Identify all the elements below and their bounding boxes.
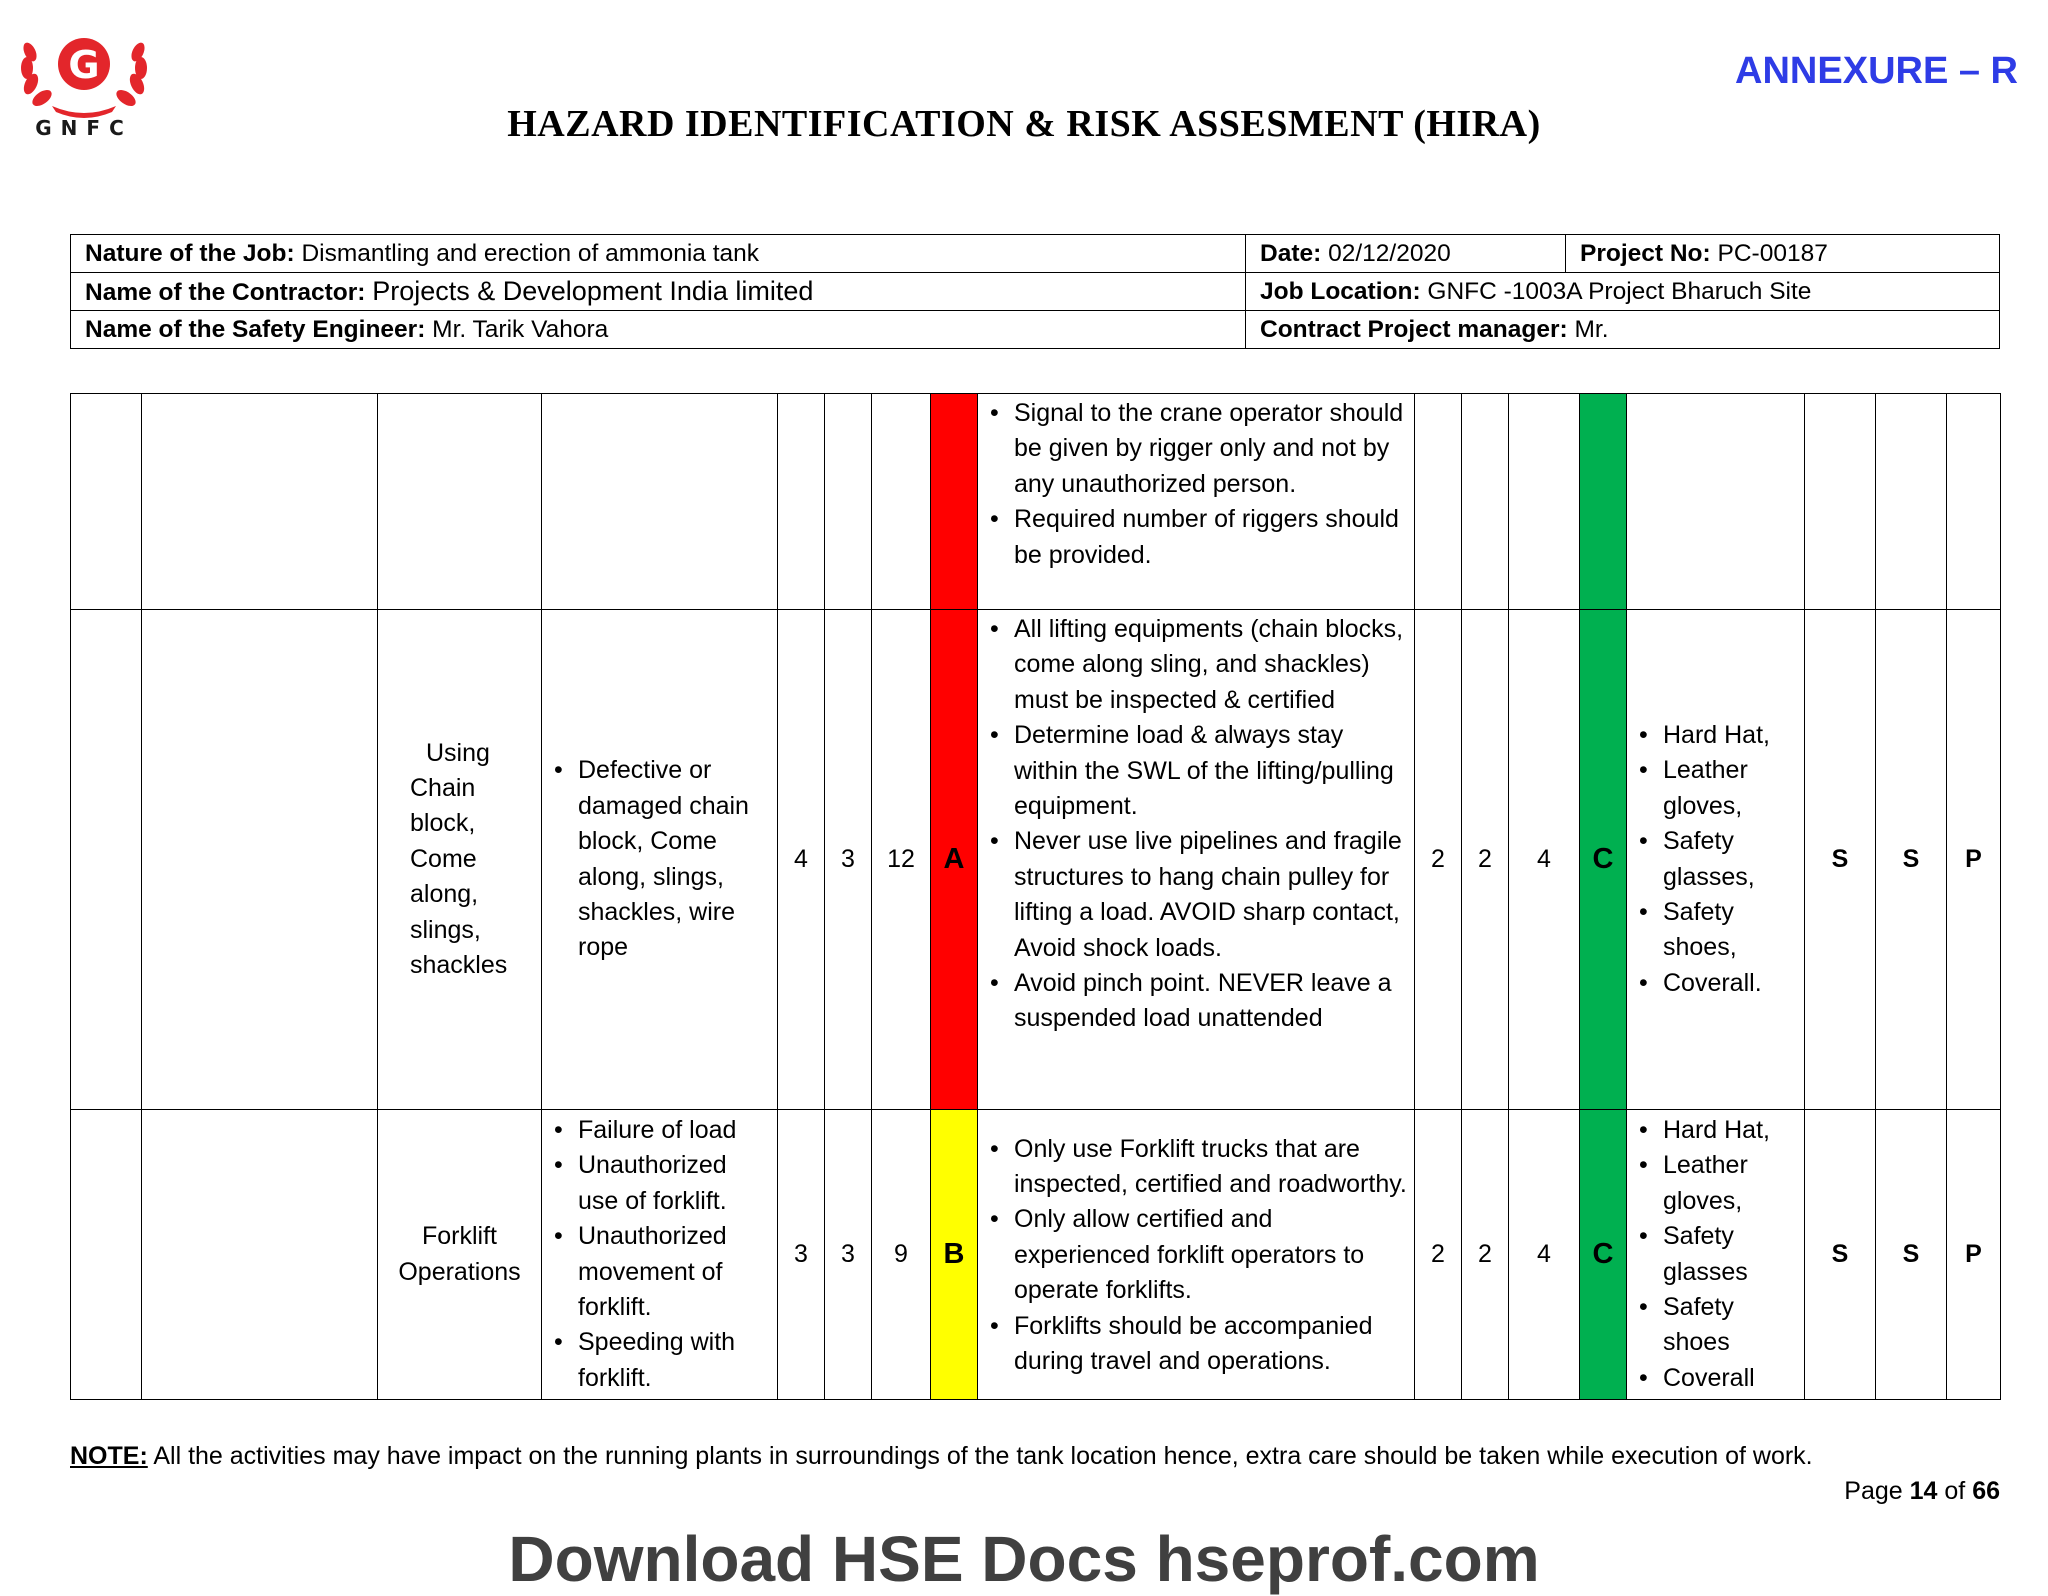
note-text: All the activities may have impact on the running plants in surroundings of the tank location hence, extra care should be taken while execution of work. [147,1442,1813,1470]
responsibility-cell: S [1876,1110,1947,1400]
table-row [71,610,2001,1110]
probability-cell: 4 [778,610,825,1110]
sr-no-cell [71,394,142,610]
risk-score-cell: 9 [872,1110,931,1400]
list-item: • Unauthorized movement of forklift. [544,1219,771,1325]
hazard-cell [542,610,778,1110]
risk-rating-cell: A [931,610,978,1110]
list-item: • Safety glasses [1629,1219,1798,1290]
list-item: • Avoid pinch point. NEVER leave a suspended load unattended [980,966,1408,1037]
responsibility-cell: P [1947,610,2001,1110]
residual-severity-cell [1462,394,1509,610]
responsibility-cell [1805,394,1876,610]
note-label: NOTE: [70,1442,148,1470]
nature-of-job-cell: Nature of the Job: Dismantling and erection of ammonia tank [71,235,1246,273]
list-item: • All lifting equipments (chain blocks, come along sling, and shackles) must be inspected & certified [980,612,1408,718]
probability-cell: 3 [778,1110,825,1400]
document-title: HAZARD IDENTIFICATION & RISK ASSESMENT (HIRA) [507,103,1541,145]
activity-cell: Forklift Operations [378,1110,542,1400]
list-item: • Hard Hat, [1629,1113,1798,1148]
list-item: • Determine load & always stay within the SWL of the lifting/pulling equipment. [980,718,1408,824]
date-cell: Date: 02/12/2020 [1246,235,1566,273]
risk-score-cell: 12 [872,610,931,1110]
download-banner: Download HSE Docs hseprof.com [508,1523,1540,1595]
residual-probability-cell: 2 [1415,1110,1462,1400]
responsibility-cell [1947,394,2001,610]
severity-cell [825,394,872,610]
page-number: Page 14 of 66 [1844,1477,2000,1505]
area-cell [142,394,378,610]
hazard-cell [542,1110,778,1400]
safety-engineer-cell: Name of the Safety Engineer: Mr. Tarik Vahora [71,311,1246,349]
area-cell [142,1110,378,1400]
residual-score-cell: 4 [1509,1110,1580,1400]
control-measures-cell [978,394,1415,610]
list-item: • Unauthorized use of forklift. [544,1148,771,1219]
contractor-cell: Name of the Contractor: Projects & Development India limited [71,273,1246,311]
residual-score-cell [1509,394,1580,610]
residual-rating-cell: C [1580,610,1627,1110]
hazard-cell [542,394,778,610]
list-item: • Leather gloves, [1629,753,1798,824]
list-item: • Safety shoes, [1629,895,1798,966]
residual-rating-cell [1580,394,1627,610]
residual-probability-cell [1415,394,1462,610]
residual-probability-cell: 2 [1415,610,1462,1110]
list-item: • Only use Forklift trucks that are inspected, certified and roadworthy. [980,1132,1408,1203]
list-item: • Coverall [1629,1361,1798,1396]
list-item: • Safety shoes [1629,1290,1798,1361]
activity-cell: Using Chain block, Come along, slings, shackles [378,610,542,1110]
severity-cell: 3 [825,1110,872,1400]
logo-wordmark: GNFC [35,116,133,140]
responsibility-cell: S [1805,1110,1876,1400]
ppe-cell [1627,1110,1805,1400]
responsibility-cell: S [1876,610,1947,1110]
list-item: • Leather gloves, [1629,1148,1798,1219]
list-item: • Speeding with forklift. [544,1325,771,1396]
risk-score-cell [872,394,931,610]
table-row [71,1110,2001,1400]
job-info-table [70,234,2000,349]
control-measures-cell [978,1110,1415,1400]
severity-cell: 3 [825,610,872,1110]
responsibility-cell: P [1947,1110,2001,1400]
control-measures-cell [978,610,1415,1110]
risk-rating-cell [931,394,978,610]
list-item: • Safety glasses, [1629,824,1798,895]
residual-score-cell: 4 [1509,610,1580,1110]
list-item: • Required number of riggers should be provided. [980,502,1408,573]
svg-text:G: G [68,43,100,87]
footer-note [70,1442,1813,1471]
project-manager-cell: Contract Project manager: Mr. [1246,311,2000,349]
residual-severity-cell: 2 [1462,1110,1509,1400]
table-row [71,394,2001,610]
activity-cell [378,394,542,610]
area-cell [142,610,378,1110]
sr-no-cell [71,1110,142,1400]
list-item: • Coverall. [1629,966,1798,1001]
residual-rating-cell: C [1580,1110,1627,1400]
sr-no-cell [71,610,142,1110]
job-location-cell: Job Location: GNFC -1003A Project Bharuch Site [1246,273,2000,311]
ppe-cell [1627,610,1805,1110]
residual-severity-cell: 2 [1462,610,1509,1110]
responsibility-cell [1876,394,1947,610]
probability-cell [778,394,825,610]
hira-table [70,393,2001,1400]
list-item: • Hard Hat, [1629,718,1798,753]
list-item: • Defective or damaged chain block, Come along, slings, shackles, wire rope [544,753,771,965]
list-item: • Only allow certified and experienced forklift operators to operate forklifts. [980,1202,1408,1308]
annexure-label: ANNEXURE – R [1735,50,2018,92]
list-item: • Forklifts should be accompanied during travel and operations. [980,1309,1408,1380]
list-item: • Never use live pipelines and fragile structures to hang chain pulley for lifting a load. AVOID sharp contact, Avoid shock loads. [980,824,1408,966]
list-item: • Signal to the crane operator should be given by rigger only and not by any unauthorized person. [980,396,1408,502]
risk-rating-cell: B [931,1110,978,1400]
project-no-cell: Project No: PC-00187 [1566,235,2000,273]
ppe-cell [1627,394,1805,610]
list-item: • Failure of load [544,1113,771,1148]
responsibility-cell: S [1805,610,1876,1110]
